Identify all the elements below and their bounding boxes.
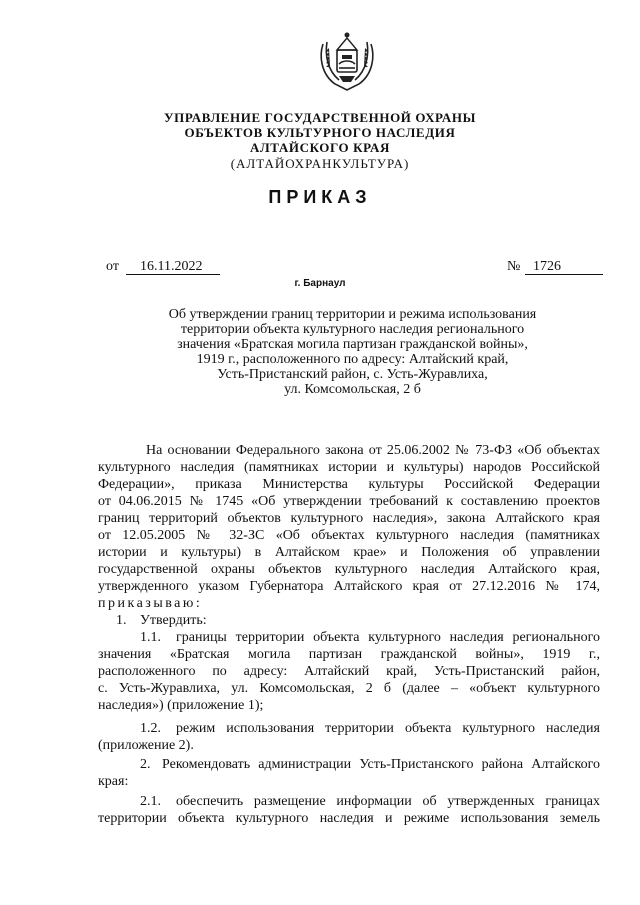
title-line-2: территории объекта культурного наследия регионального <box>180 322 525 337</box>
document-date: 16.11.2022 <box>140 259 203 274</box>
preamble-line-7: истории и культуры) в Алтайском крае» и Положения об управлении <box>98 545 600 560</box>
item-1-2-line-1: режим использования территории объекта культурного наследия <box>176 721 600 736</box>
item-2-number: 2. <box>140 757 151 772</box>
city: г. Барнаул <box>294 278 346 289</box>
order-word: приказываю: <box>98 596 203 611</box>
coat-of-arms-icon <box>315 30 379 92</box>
document-type: ПРИКАЗ <box>268 187 372 207</box>
preamble-line-4: от 04.06.2015 № 1745 «Об утверждении требований к составлению проектов <box>98 494 600 509</box>
date-prefix: от <box>106 259 119 274</box>
title-line-1: Об утверждении границ территории и режима использования <box>168 307 537 322</box>
preamble-line-6: от 12.05.2005 № 32-ЗС «Об объектах культурного наследия (памятниках <box>98 528 600 543</box>
title-line-4: 1919 г., расположенного по адресу: Алтайский край, <box>196 352 509 367</box>
item-1-1-line-5: наследия») (приложение 1); <box>98 698 264 713</box>
item-2-1-number: 2.1. <box>140 794 161 809</box>
item-2-line-2: края: <box>98 774 129 789</box>
item-1-1-line-1: границы территории объекта культурного наследия регионального <box>176 630 600 645</box>
document-number: 1726 <box>533 259 561 274</box>
item-1-2-line-2: (приложение 2). <box>98 738 194 753</box>
preamble-line-5: границ территорий объектов культурного наследия», закона Алтайского края <box>98 511 600 526</box>
item-1-2-number: 1.2. <box>140 721 161 736</box>
item-2-1-line-2: территории объекта культурного наследия и режиме использования земель <box>98 811 600 826</box>
item-2-1-line-1: обеспечить размещение информации об утвержденных границах <box>176 794 600 809</box>
item-1-1-number: 1.1. <box>140 630 161 645</box>
item-2-line-1: Рекомендовать администрации Усть-Пристанского района Алтайского <box>162 757 600 772</box>
item-1-1-line-3: расположенного по адресу: Алтайский край, Усть-Пристанский район, <box>98 664 600 679</box>
org-name-line-3: АЛТАЙСКОГО КРАЯ <box>250 140 390 155</box>
preamble-line-1: На основании Федерального закона от 25.06.2002 № 73-ФЗ «Об объектах <box>146 443 600 458</box>
preamble-line-9: утвержденного указом Губернатора Алтайского края от 27.12.2016 № 174, <box>98 579 600 594</box>
org-name-line-2: ОБЪЕКТОВ КУЛЬТУРНОГО НАСЛЕДИЯ <box>184 125 456 140</box>
preamble-line-2: культурного наследия (памятниках истории и культуры) народов Российской <box>98 460 600 475</box>
date-underline <box>126 274 220 275</box>
title-line-5: Усть-Пристанский район, с. Усть-Журавлиха, <box>217 367 488 382</box>
item-1-1-line-4: с. Усть-Журавлиха, ул. Комсомольская, 2 б (далее – «объект культурного <box>98 681 600 696</box>
preamble-line-8: государственной охраны объектов культурного наследия Алтайского края, <box>98 562 600 577</box>
title-line-3: значения «Братская могила партизан гражданской войны», <box>177 337 528 352</box>
title-line-6: ул. Комсомольская, 2 б <box>284 382 421 397</box>
org-name-line-1: УПРАВЛЕНИЕ ГОСУДАРСТВЕННОЙ ОХРАНЫ <box>163 110 476 125</box>
number-prefix: № <box>507 259 521 274</box>
item-1-text: Утвердить: <box>140 613 207 628</box>
item-1-1-line-2: значения «Братская могила партизан гражданской войны», 1919 г., <box>98 647 600 662</box>
preamble-line-3: Федерации», приказа Министерства культуры Российской Федерации <box>98 477 600 492</box>
number-underline <box>525 274 603 275</box>
org-short-name: (АЛТАЙОХРАНКУЛЬТУРА) <box>230 156 410 171</box>
item-1-number: 1. <box>116 613 127 628</box>
